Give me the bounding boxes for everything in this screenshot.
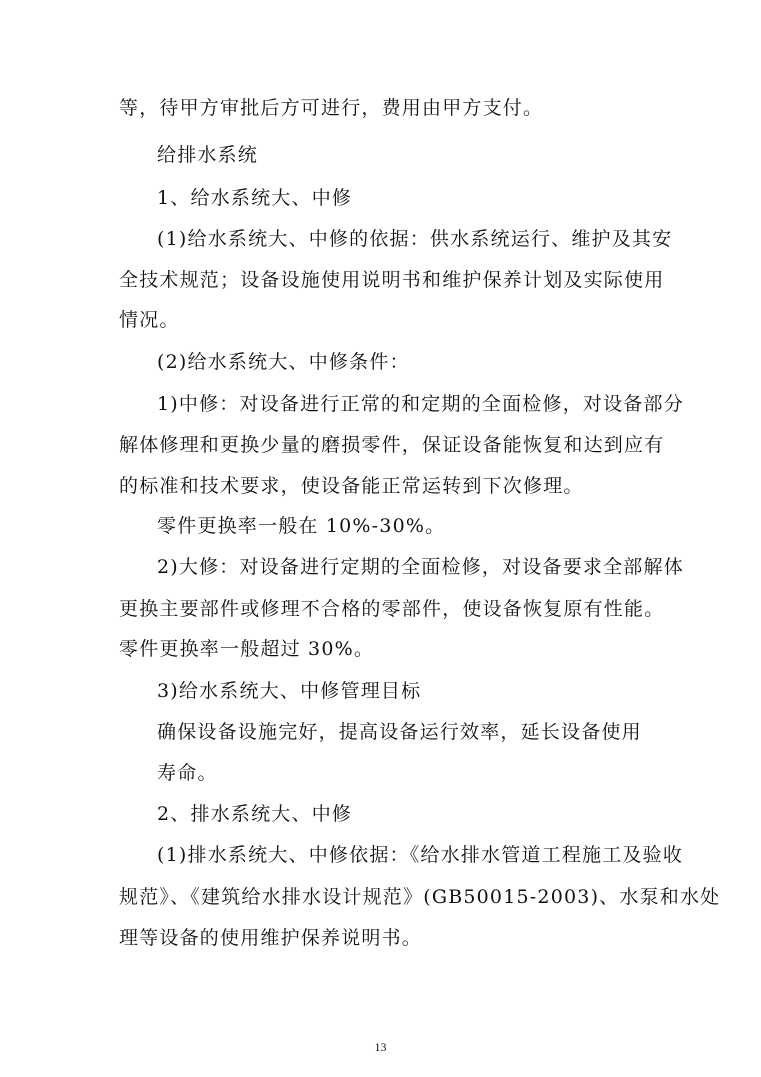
text-line: 寿命。 [157,762,218,784]
text-line: 等，待甲方审批后方可进行，费用由甲方支付。 [119,97,544,119]
text-line: 零件更换率一般在 10%-30%。 [157,515,446,537]
text-line: 零件更换率一般超过 30%。 [119,638,375,660]
text-line: 规范》、《建筑给水排水设计规范》(GB50015-2003)、水泵和水处 [119,886,721,908]
text-line: 解体修理和更换少量的磨损零件，保证设备能恢复和达到应有 [119,434,665,456]
text-line: 全技术规范；设备设施使用说明书和维护保养计划及实际使用 [119,269,665,291]
section-heading: 给排水系统 [157,144,259,166]
text-line: 3)给水系统大、中修管理目标 [157,680,422,702]
text-line: (1)给水系统大、中修的依据：供水系统运行、维护及其安 [157,228,673,250]
text-line: 更换主要部件或修理不合格的零部件，使设备恢复原有性能。 [119,598,665,620]
text-line: (2)给水系统大、中修条件： [157,351,410,373]
text-line: 的标准和技术要求，使设备能正常运转到下次修理。 [119,475,584,497]
page-number: 13 [374,1040,387,1054]
subsection-heading: 2、排水系统大、中修 [157,803,353,825]
text-line: 情况。 [119,309,180,331]
text-line: (1)排水系统大、中修依据：《给水排水管道工程施工及验收 [157,844,684,866]
text-line: 理等设备的使用维护保养说明书。 [119,927,423,949]
text-line: 1)中修：对设备进行正常的和定期的全面检修，对设备部分 [157,393,684,415]
text-line: 2)大修：对设备进行定期的全面检修，对设备要求全部解体 [157,556,684,578]
text-line: 确保设备设施完好，提高设备运行效率，延长设备使用 [157,721,642,743]
subsection-heading: 1、给水系统大、中修 [157,187,353,209]
